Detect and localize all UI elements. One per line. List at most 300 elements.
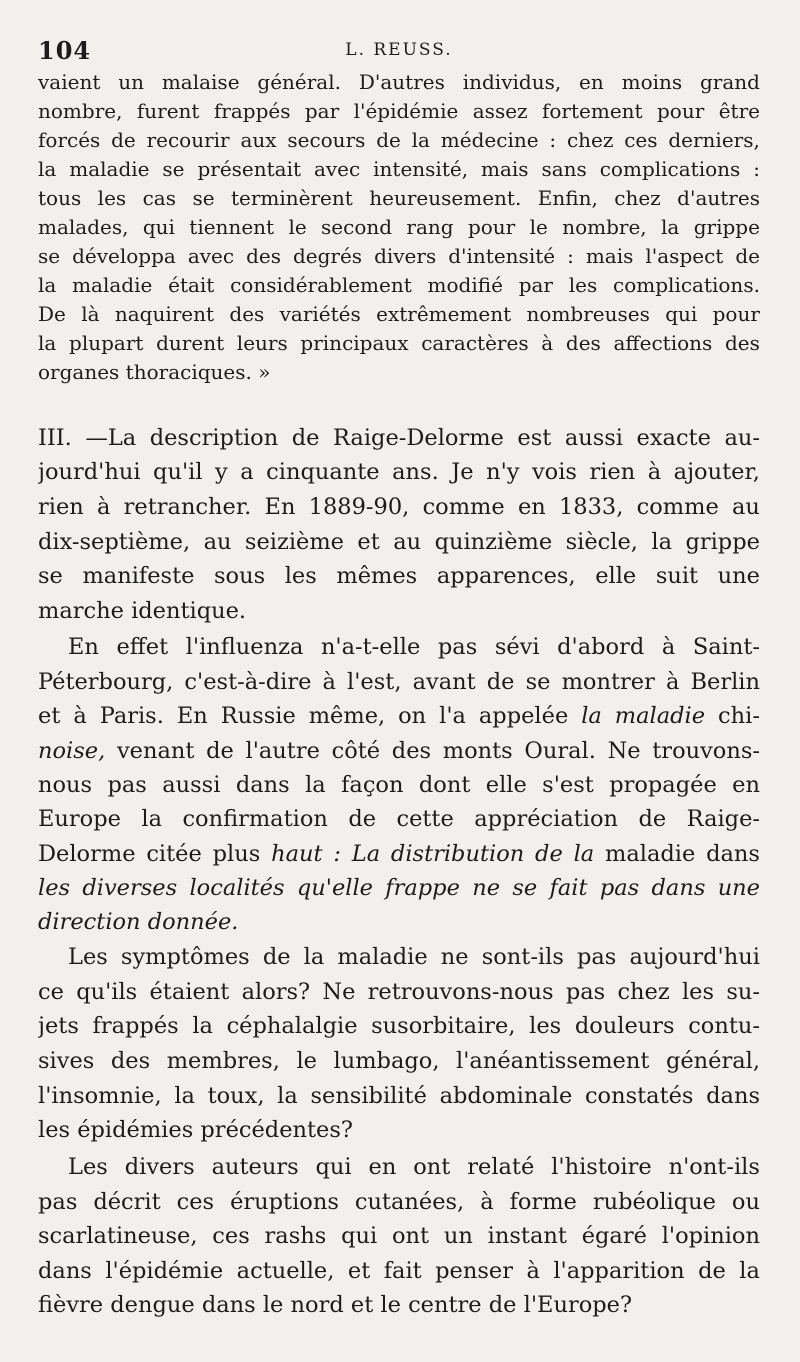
word: frappés <box>92 1013 179 1039</box>
word: à <box>322 669 336 695</box>
word: l'apparition <box>553 1258 685 1284</box>
word: apparences, <box>436 563 576 589</box>
word: Je <box>451 459 474 485</box>
word: céphalalgie <box>226 1013 358 1039</box>
word: aussi <box>162 772 221 798</box>
word: dans <box>706 841 760 867</box>
text-line <box>38 425 760 451</box>
word: n'ont-ils <box>668 1154 760 1180</box>
word: se <box>525 669 551 695</box>
text-line <box>38 979 760 1005</box>
word: localités <box>189 875 285 901</box>
word: le <box>380 1292 409 1318</box>
word: qui <box>315 1154 352 1180</box>
word: ne <box>440 944 469 970</box>
word: de <box>486 669 515 695</box>
word: là <box>81 302 100 326</box>
word: secours <box>287 128 366 152</box>
word: au- <box>724 425 760 451</box>
word: c'est-à-dire <box>184 669 312 695</box>
text-line <box>38 186 760 210</box>
word: être <box>718 99 760 123</box>
word: vaient <box>38 70 101 94</box>
text-line <box>38 1189 760 1215</box>
word: Raige- <box>686 806 760 832</box>
word: cutanées, <box>354 1189 465 1215</box>
word: diverses <box>82 875 178 901</box>
word: la <box>573 841 595 867</box>
word: heureusement. <box>369 186 522 210</box>
word: distribution <box>390 841 525 867</box>
word: En <box>176 703 208 729</box>
word: avec <box>313 157 361 181</box>
word: la <box>38 273 57 297</box>
word: extrêmement <box>376 302 512 326</box>
text-line <box>38 563 760 589</box>
word: la <box>141 806 162 832</box>
word: de <box>348 806 377 832</box>
word: à <box>73 703 87 729</box>
word: caractères <box>421 331 529 355</box>
word: par <box>304 99 340 123</box>
word: second <box>321 215 393 239</box>
text-line <box>38 703 760 729</box>
word: nombre, <box>38 99 123 123</box>
word: de <box>262 944 291 970</box>
word: maladie <box>614 703 706 729</box>
text-line <box>38 459 760 485</box>
word: en <box>517 494 546 520</box>
word: su- <box>726 979 760 1005</box>
word: à <box>97 494 111 520</box>
word: : <box>549 128 557 152</box>
word: l'épidémie <box>353 99 459 123</box>
text-line <box>38 128 760 152</box>
page-header <box>38 36 760 66</box>
word: dix-septième, <box>38 529 191 555</box>
word: nombre, <box>562 215 647 239</box>
word: les <box>97 186 127 210</box>
word: membres, <box>166 1048 280 1074</box>
word: complications <box>599 157 741 181</box>
word: abdominale <box>439 1083 573 1109</box>
word: principaux <box>300 331 409 355</box>
word: la <box>411 128 430 152</box>
word: 1889-90, <box>308 494 410 520</box>
word: même, <box>308 703 386 729</box>
word: dans <box>235 772 290 798</box>
word: pour <box>657 99 705 123</box>
word: La <box>351 841 381 867</box>
word: au <box>393 529 422 555</box>
word: mêmes <box>336 563 418 589</box>
word: affections <box>613 331 713 355</box>
word: les <box>568 273 598 297</box>
word: elle <box>595 563 637 589</box>
word: aussi <box>564 425 624 451</box>
word: a <box>240 459 254 485</box>
word: par <box>518 273 553 297</box>
word: leurs <box>236 331 288 355</box>
word: la <box>277 1083 298 1109</box>
word: Berlin <box>690 669 760 695</box>
word: tous <box>38 186 82 210</box>
text-line <box>38 157 760 181</box>
word: la <box>661 215 680 239</box>
text-line <box>38 494 760 520</box>
word: Saint- <box>692 634 760 660</box>
running-head: L. REUSS. <box>345 40 453 60</box>
word: quinzième <box>434 529 553 555</box>
word: haut <box>271 841 323 867</box>
word: rubéolique <box>592 1189 716 1215</box>
word: nombreuses <box>526 302 650 326</box>
word: assez <box>472 99 528 123</box>
word: ne <box>472 875 501 901</box>
word: frappe <box>385 875 460 901</box>
word: durent <box>156 331 225 355</box>
word: développa <box>72 244 176 268</box>
word: Péterbourg, <box>38 669 174 695</box>
word: n'a-t-elle <box>320 634 421 660</box>
word: des <box>391 738 432 764</box>
word: des <box>724 331 760 355</box>
word: en <box>732 772 760 798</box>
word: description <box>149 425 279 451</box>
word: d'intensité <box>448 244 556 268</box>
word: recourir <box>146 128 230 152</box>
word: : <box>333 841 341 867</box>
word: de <box>206 738 234 764</box>
word: suit <box>655 563 699 589</box>
word: se <box>192 186 215 210</box>
word: de <box>735 244 760 268</box>
word: ce <box>38 979 64 1005</box>
word: rien <box>589 459 636 485</box>
word: fièvre <box>38 1292 111 1318</box>
word: à <box>665 669 680 695</box>
word: fait <box>383 1258 422 1284</box>
text-line <box>38 1258 760 1284</box>
text-line <box>38 99 760 123</box>
word: grand <box>700 70 760 94</box>
word: direction <box>38 909 148 935</box>
word: De <box>38 302 66 326</box>
text-line <box>38 806 760 832</box>
word: : <box>753 157 760 181</box>
word: une <box>717 875 760 901</box>
word: à <box>661 634 676 660</box>
word: se <box>162 157 185 181</box>
word: les <box>284 563 317 589</box>
word: dont <box>418 772 471 798</box>
word: jourd'hui <box>38 459 141 485</box>
word: de <box>376 128 401 152</box>
text-line <box>38 244 760 268</box>
word: pas <box>565 979 606 1005</box>
word: exacte <box>636 425 711 451</box>
word: l'Europe? <box>523 1292 633 1318</box>
word: contu- <box>688 1013 760 1039</box>
word: le <box>529 215 548 239</box>
word: avec <box>187 244 235 268</box>
word: relaté <box>467 1154 535 1180</box>
word: sives <box>38 1048 95 1074</box>
word: une <box>717 563 760 589</box>
text-line <box>38 529 760 555</box>
word: divers <box>124 1154 195 1180</box>
word: qui <box>142 215 175 239</box>
word: trouvons- <box>652 738 760 764</box>
word: l'histoire <box>551 1154 652 1180</box>
text-line <box>38 1083 760 1109</box>
text-line <box>38 1292 760 1318</box>
word: penser <box>435 1258 513 1284</box>
word: moins <box>621 70 683 94</box>
word: en <box>368 1154 397 1180</box>
text-line <box>38 909 760 935</box>
word: Les <box>68 944 108 970</box>
word: mais <box>480 157 529 181</box>
word: qui <box>665 302 698 326</box>
word: y <box>215 459 228 485</box>
word: : <box>567 244 574 268</box>
word: dans <box>651 875 706 901</box>
word: divers <box>374 244 437 268</box>
word: se <box>38 563 63 589</box>
word: les <box>38 1117 78 1143</box>
word: ces <box>212 1223 250 1249</box>
word: montrer <box>561 669 655 695</box>
word: thoraciques. <box>125 360 259 384</box>
text-line <box>38 70 760 94</box>
word: nord <box>290 1292 351 1318</box>
word: et <box>347 1258 371 1284</box>
word: l'autre <box>245 738 320 764</box>
text-line <box>68 1154 760 1180</box>
word: mais <box>585 244 634 268</box>
word: donnée. <box>147 909 239 935</box>
word: grippe <box>685 529 760 555</box>
word: chez <box>617 979 670 1005</box>
word: ou <box>731 1189 760 1215</box>
word: de <box>638 806 667 832</box>
word: la <box>38 331 57 355</box>
word: citée <box>146 841 202 867</box>
word: D'autres <box>358 70 445 94</box>
word: rang <box>406 215 454 239</box>
word: fortement <box>541 99 643 123</box>
word: la <box>651 529 672 555</box>
word: médecine <box>440 128 539 152</box>
word: monts <box>442 738 513 764</box>
word: pour <box>712 302 760 326</box>
word: la <box>38 157 57 181</box>
word: nous <box>38 772 93 798</box>
word: rashs <box>264 1223 327 1249</box>
word: l'opinion <box>661 1223 760 1249</box>
word: ces <box>624 128 658 152</box>
word: la <box>305 772 326 798</box>
word: actuelle, <box>236 1258 335 1284</box>
word: d'autres <box>677 186 760 210</box>
word: de <box>698 1258 726 1284</box>
word: En <box>264 494 296 520</box>
word: pas <box>107 772 147 798</box>
text-line <box>38 772 760 798</box>
word: malaise <box>161 70 240 94</box>
word: constatés <box>584 1083 694 1109</box>
word: des <box>110 1048 151 1074</box>
word: éruptions <box>230 1189 339 1215</box>
word: degrés <box>292 244 363 268</box>
word: Les <box>68 1154 108 1180</box>
word: grippe <box>693 215 760 239</box>
word: on <box>398 703 427 729</box>
word: et <box>350 1292 381 1318</box>
word: intensité, <box>373 157 469 181</box>
word: derniers, <box>668 128 760 152</box>
word: le <box>262 1292 291 1318</box>
word: jets <box>38 1013 79 1039</box>
word: douleurs <box>574 1013 675 1039</box>
word: retrancher. <box>123 494 252 520</box>
text-line <box>38 1117 760 1143</box>
word: aujourd'hui <box>629 944 760 970</box>
page-number: 104 <box>38 36 92 65</box>
word: malades, <box>38 215 129 239</box>
word: appréciation <box>474 806 619 832</box>
word: siècle, <box>565 529 638 555</box>
word: étaient <box>149 979 230 1005</box>
word: tiennent <box>189 215 275 239</box>
word: d'abord <box>557 634 645 660</box>
word: en <box>579 70 604 94</box>
word: égaré <box>581 1223 647 1249</box>
word: symptômes <box>120 944 250 970</box>
word: est <box>517 425 552 451</box>
word: dans <box>201 1292 263 1318</box>
word: sensibilité <box>310 1083 427 1109</box>
word: pour <box>467 215 516 239</box>
word: modifié <box>427 273 503 297</box>
word: noise, <box>38 738 106 764</box>
word: et <box>38 703 61 729</box>
word: variétés <box>279 302 361 326</box>
word: la <box>192 1013 213 1039</box>
text-line <box>38 331 760 355</box>
word: dans <box>38 1258 92 1284</box>
word: sous <box>214 563 266 589</box>
word: présentait <box>197 157 302 181</box>
word: comme <box>636 494 719 520</box>
word: à <box>541 331 554 355</box>
word: III. <box>38 425 72 451</box>
word: pas <box>599 875 640 901</box>
word: maladie <box>337 944 428 970</box>
word: l'insomnie, <box>38 1083 162 1109</box>
text-line <box>68 944 760 970</box>
word: cas <box>142 186 176 210</box>
word: général. <box>257 70 341 94</box>
word: 1833, <box>558 494 624 520</box>
word: de <box>111 128 136 152</box>
word: frappés <box>213 99 291 123</box>
word: chez <box>566 128 614 152</box>
word: marche <box>38 598 132 624</box>
word: cinquante <box>266 459 380 485</box>
word: —La <box>85 425 137 451</box>
word: Oural. <box>524 738 596 764</box>
word: plus <box>212 841 261 867</box>
word: avant <box>412 669 476 695</box>
word: naquirent <box>114 302 215 326</box>
word: confirmation <box>182 806 328 832</box>
word: l'influenza <box>185 634 304 660</box>
word: des <box>229 302 265 326</box>
word: comme <box>422 494 505 520</box>
word: instant <box>487 1223 567 1249</box>
word: l'a <box>439 703 466 729</box>
text-line <box>38 1013 760 1039</box>
text-line <box>38 1223 760 1249</box>
word: qui <box>341 1223 378 1249</box>
word: qu'elle <box>296 875 373 901</box>
word: lumbago, <box>333 1048 440 1074</box>
word: les <box>38 875 71 901</box>
word: vois <box>531 459 577 485</box>
word: était <box>168 273 215 297</box>
word: sévi <box>494 634 540 660</box>
word: pas <box>38 1189 78 1215</box>
word: à <box>526 1258 540 1284</box>
word: maladie <box>72 273 153 297</box>
word: de <box>535 841 563 867</box>
word: complications. <box>613 273 760 297</box>
word: Enfin, <box>537 186 598 210</box>
word: à <box>647 459 662 485</box>
word: la <box>739 1258 760 1284</box>
word: les <box>529 1013 562 1039</box>
text-line <box>38 360 760 384</box>
word: ont <box>413 1154 451 1180</box>
word: épidémies <box>77 1117 201 1143</box>
text-line <box>68 634 760 660</box>
text-line <box>38 302 760 326</box>
word: la <box>303 944 325 970</box>
word: précédentes? <box>200 1117 353 1143</box>
word: qu'il <box>153 459 203 485</box>
word: venant <box>116 738 195 764</box>
word: qu'ils <box>76 979 138 1005</box>
word: pas <box>576 944 617 970</box>
word: » <box>258 360 271 384</box>
word: individus, <box>462 70 562 94</box>
text-line <box>38 875 760 901</box>
text-line <box>38 215 760 239</box>
word: sans <box>541 157 587 181</box>
word: dans <box>706 1083 760 1109</box>
word: se <box>512 875 538 901</box>
word: Paris. <box>99 703 164 729</box>
word: chez <box>614 186 661 210</box>
word: seizième <box>244 529 344 555</box>
word: terminèrent <box>230 186 353 210</box>
word: identique. <box>131 598 247 624</box>
word: de <box>488 1292 524 1318</box>
word: auteurs <box>211 1154 299 1180</box>
word: aux <box>240 128 277 152</box>
